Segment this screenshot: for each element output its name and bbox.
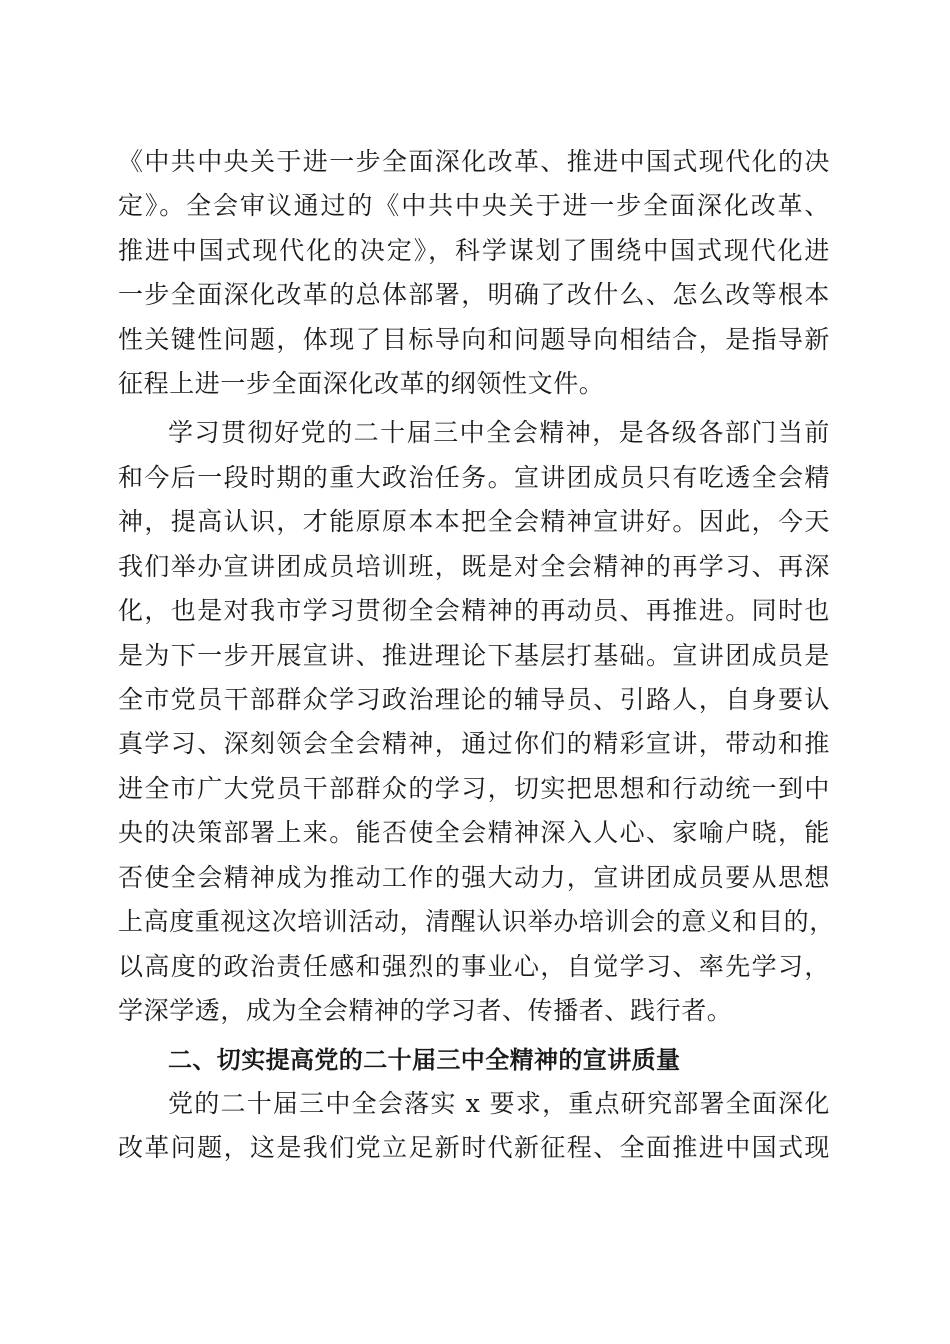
section-heading: 二、切实提高党的二十届三中全精神的宣讲质量	[168, 1046, 681, 1074]
paragraph-2-line-12: 上高度重视这次培训活动，清醒认识举办培训会的意义和目的，	[118, 907, 835, 936]
paragraph-2-line-4: 我们举办宣讲团成员培训班，既是对全会精神的再学习、再深	[118, 552, 830, 581]
paragraph-2-line-1: 学习贯彻好党的二十届三中全会精神，是各级各部门当前	[168, 418, 830, 447]
paragraph-2-line-2: 和今后一段时期的重大政治任务。宣讲团成员只有吃透全会精	[118, 463, 830, 492]
paragraph-2-line-6: 是为下一步开展宣讲、推进理论下基层打基础。宣讲团成员是	[118, 641, 830, 670]
paragraph-2-line-10: 央的决策部署上来。能否使全会精神深入人心、家喻户晓，能	[118, 818, 830, 847]
paragraph-2-line-7: 全市党员干部群众学习政治理论的辅导员、引路人，自身要认	[118, 685, 830, 714]
paragraph-1-line-4: 一步全面深化改革的总体部署，明确了改什么、怎么改等根本	[118, 280, 830, 309]
paragraph-1-line-1: 《中共中央关于进一步全面深化改革、推进中国式现代化的决	[118, 147, 830, 176]
paragraph-2-line-3: 神，提高认识，才能原原本本把全会精神宣讲好。因此，今天	[118, 507, 830, 536]
paragraph-1-line-5: 性关键性问题，体现了目标导向和问题导向相结合，是指导新	[118, 325, 830, 354]
paragraph-1-line-2: 定》。全会审议通过的《中共中央关于进一步全面深化改革、	[118, 191, 830, 220]
paragraph-1-line-6: 征程上进一步全面深化改革的纲领性文件。	[118, 369, 605, 398]
paragraph-2-line-11: 否使全会精神成为推动工作的强大动力，宣讲团成员要从思想	[118, 863, 830, 892]
paragraph-2-line-5: 化，也是对我市学习贯彻全会精神的再动员、再推进。同时也	[118, 596, 830, 625]
paragraph-1-line-3: 推进中国式现代化的决定》，科学谋划了围绕中国式现代化进	[118, 236, 830, 265]
paragraph-3-line-1: 党的二十届三中全会落实 x 要求，重点研究部署全面深化	[168, 1089, 830, 1118]
paragraph-2-line-9: 进全市广大党员干部群众的学习，切实把思想和行动统一到中	[118, 774, 830, 803]
paragraph-2-line-13: 以高度的政治责任感和强烈的事业心，自觉学习、率先学习，	[118, 952, 830, 981]
paragraph-3-line-2: 改革问题，这是我们党立足新时代新征程、全面推进中国式现	[118, 1133, 830, 1162]
paragraph-2-line-8: 真学习、深刻领会全会精神，通过你们的精彩宣讲，带动和推	[118, 729, 830, 758]
paragraph-2-line-14: 学深学透，成为全会精神的学习者、传播者、践行者。	[118, 996, 733, 1025]
